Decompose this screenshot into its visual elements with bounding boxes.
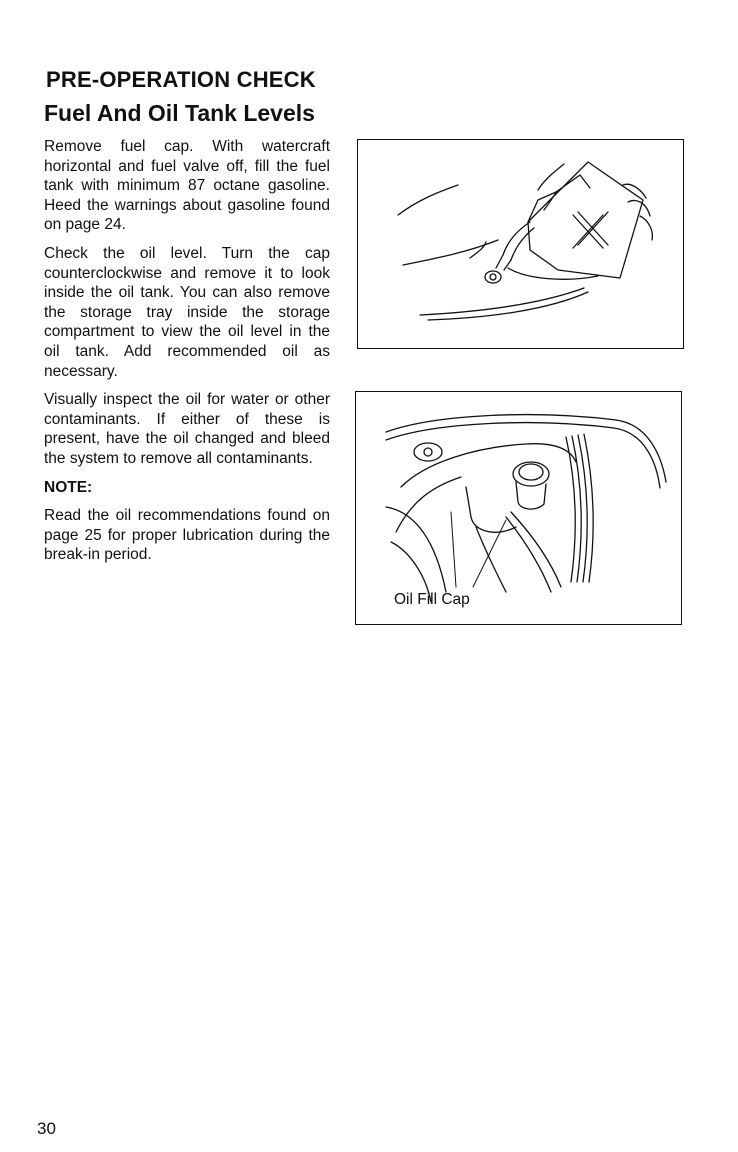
oil-tank-illustration: [355, 391, 682, 625]
paragraph-oil-level: Check the oil level. Turn the cap counterclockwise and remove it to look inside the oil tank. You can also remove the storage tray inside the storage compartment to view the oil level in the oil tank. Add recommended oil as necessary.: [44, 244, 330, 380]
oil-tank-drawing: [356, 392, 681, 624]
fuel-can-drawing: [358, 140, 683, 348]
note-label: NOTE:: [44, 478, 93, 496]
paragraph-contaminants: Visually inspect the oil for water or other contaminants. If either of these is present, have the oil changed and bleed the system to remove all contaminants.: [44, 391, 330, 467]
page-number: 30: [37, 1119, 56, 1138]
subsection-title: Fuel And Oil Tank Levels: [44, 100, 315, 126]
oil-fill-cap-label: Oil Fill Cap: [394, 591, 470, 608]
section-title: PRE-OPERATION CHECK: [46, 67, 316, 92]
body-text: [44, 137, 330, 574]
fuel-fill-illustration: [357, 139, 684, 349]
paragraph-fuel: Remove fuel cap. With watercraft horizontal and fuel valve off, fill the fuel tank with minimum 87 octane gasoline. Heed the warnings about gasoline found on page 24.: [44, 138, 330, 234]
note-text: Read the oil recommendations found on page 25 for proper lubrication during the break-in period.: [44, 507, 330, 564]
